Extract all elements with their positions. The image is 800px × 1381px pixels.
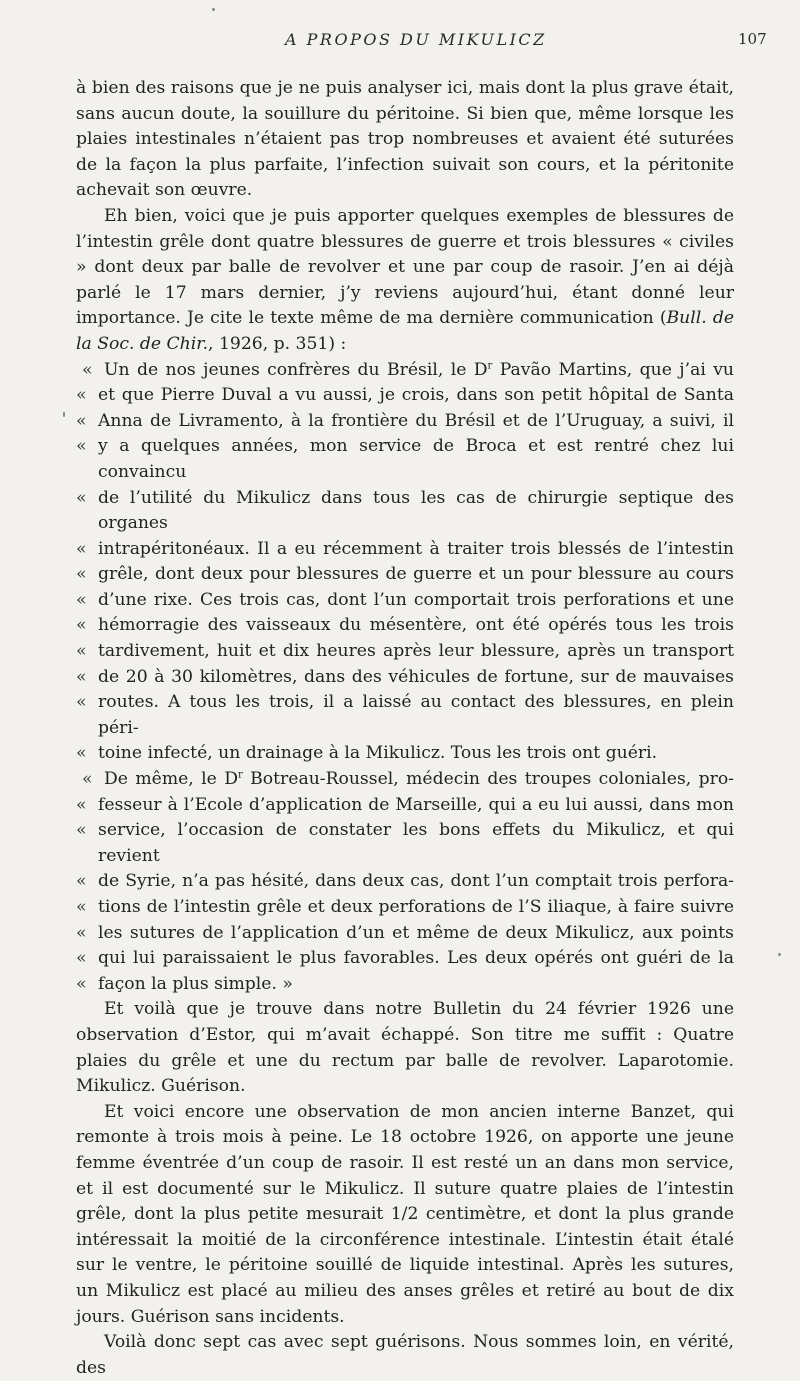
quote-line: « façon la plus simple. » — [98, 972, 734, 998]
running-header — [0, 30, 800, 54]
paragraph-3: Et voilà que je trouve dans notre Bulletin du 24 février 1926 une observation d’Estor, qui m’avait échappé. Son titre me suffit : Quatre plaies du grêle et une du rectum par balle de revolver. Laparotomie. Mikulicz. Guérison. — [76, 999, 734, 1097]
quote-mark: « — [76, 487, 87, 508]
quotation-2 — [76, 767, 734, 997]
quote-mark: « — [76, 615, 87, 636]
paragraph-2 — [76, 204, 734, 358]
quote-mark: « — [76, 538, 87, 559]
quote-line: « qui lui paraissaient le plus favorables. Les deux opérés ont guéri de la — [98, 946, 734, 972]
quote-line: « service, l’occasion de constater les bons effets du Mikulicz, et qui revient — [76, 820, 734, 866]
paragraph-2-text: Eh bien, voici que je puis apporter quelques exemples de blessures de l’intestin grêle dont quatre blessures de guerre et trois blessures « civiles » dont deux par balle de revolver et une par coup de rasoir. J’en ai déjà parlé le 17 mars dernier, j’y reviens aujourd’hui, étant donné leur importance. Je cite le texte même de ma dernière communication ( — [76, 205, 734, 329]
quote-line: « toine infecté, un drainage à la Mikulicz. Tous les trois ont guéri. — [98, 741, 734, 767]
quotation-1 — [76, 358, 734, 768]
quote-line: « tardivement, huit et dix heures après leur blessure, après un transport — [98, 639, 734, 665]
quote-line: « Anna de Livramento, à la frontière du Brésil et de l’Uruguay, a suivi, il — [98, 409, 734, 435]
quote-mark: « — [76, 794, 87, 815]
page-number: 107 — [738, 30, 767, 48]
quote-mark: « — [76, 897, 87, 917]
quote-line: « intrapéritonéaux. Il a eu récemment à traiter trois blessés de l’intestin — [98, 537, 734, 563]
print-speck — [778, 953, 781, 956]
quote-line: « grêle, dont deux pour blessures de guerre et un pour blessure au cours — [98, 562, 734, 588]
quote-line: « tions de l’intestin grêle et deux perforations de l’S iliaque, à faire suivre — [98, 895, 734, 921]
quote-mark: « — [76, 820, 87, 841]
body-text — [76, 76, 734, 1381]
quote-line: « fesseur à l’Ecole d’application de Marseille, qui a eu lui aussi, dans mon — [98, 793, 734, 819]
quote-line: « hémorragie des vaisseaux du mésentère, ont été opérés tous les trois — [98, 613, 734, 639]
paragraph-1: à bien des raisons que je ne puis analyser ici, mais dont la plus grave était, sans aucun doute, la souillure du péritoine. Si bien que, même lorsque les plaies intestinales n’étaient pas trop nombreuses et avaient été suturées de la façon la plus parfaite, l’infection suivait son cours, et la péritonite achevait son œuvre. — [76, 78, 734, 201]
quote-mark: « — [76, 436, 87, 457]
quote-mark: « — [76, 922, 87, 943]
quote-mark: « — [76, 948, 87, 969]
quote-mark: « — [76, 564, 87, 585]
quote-line: « et que Pierre Duval a vu aussi, je crois, dans son petit hôpital de Santa — [98, 383, 734, 409]
quote-mark: « — [76, 385, 87, 406]
quote-mark: « — [76, 589, 87, 610]
quote-mark: « — [76, 410, 87, 431]
print-speck — [63, 412, 65, 417]
quote-line: « de l’utilité du Mikulicz dans tous les cas de chirurgie septique des organes — [76, 487, 734, 534]
paragraph-2-end: , 1926, p. 351) : — [208, 333, 347, 354]
paragraph-4: Et voici encore une observation de mon ancien interne Banzet, qui remonte à trois mois à peine. Le 18 octobre 1926, on apporte une jeune femme éventrée d’un coup de rasoir. Il est resté un an dans mon service, et il est documenté sur le Mikulicz. Il suture quatre plaies de l’intestin grêle, dont la plus petite mesurait 1/2 centimètre, et dont la plus grande intéressait la moitié de la circonférence intestinale. L’intestin était étalé sur le ventre, le péritoine souillé de liquide intestinal. Après les sutures, un Mikulicz est placé au milieu des anses grêles et retiré au bout de dix jours. Guérison sans incidents. — [76, 1101, 734, 1327]
quote-mark: « — [76, 641, 87, 662]
print-speck — [212, 8, 215, 11]
quote-mark: « — [76, 973, 87, 994]
quote-mark: « — [82, 769, 93, 790]
quote-line: « De même, le $D^r$ Botreau-Roussel, médecin des troupes coloniales, pro- — [98, 767, 734, 793]
quote-mark: « — [76, 743, 87, 764]
quote-line: « y a quelques années, mon service de Broca et est rentré chez lui convaincu — [76, 436, 734, 482]
quote-mark: « — [76, 692, 87, 713]
quote-line: « d’une rixe. Ces trois cas, dont l’un comportait trois perforations et une — [98, 588, 734, 614]
running-title: A PROPOS DU MIKULICZ — [285, 30, 547, 49]
quote-mark: « — [76, 871, 87, 892]
quote-line: « de 20 à 30 kilomètres, dans des véhicules de fortune, sur de mauvaises — [98, 665, 734, 691]
quote-line: « de Syrie, n’a pas hésité, dans deux cas, dont l’un comptait trois perfora- — [98, 869, 734, 895]
quote-mark: « — [76, 666, 87, 687]
quote-mark: « — [82, 359, 93, 380]
quote-line: « les sutures de l’application d’un et même de deux Mikulicz, aux points — [98, 921, 734, 947]
bulletin-reference: Bull. de la Soc. de Chir. — [76, 308, 734, 354]
quote-line: « Un de nos jeunes confrères du Brésil, le $D^r$ Pavão Martins, que j’ai vu — [98, 358, 734, 384]
quote-line: « routes. A tous les trois, il a laissé au contact des blessures, en plein péri- — [76, 692, 734, 738]
paragraph-5: Voilà donc sept cas avec sept guérisons. Nous sommes loin, en vérité, des — [76, 1332, 734, 1378]
